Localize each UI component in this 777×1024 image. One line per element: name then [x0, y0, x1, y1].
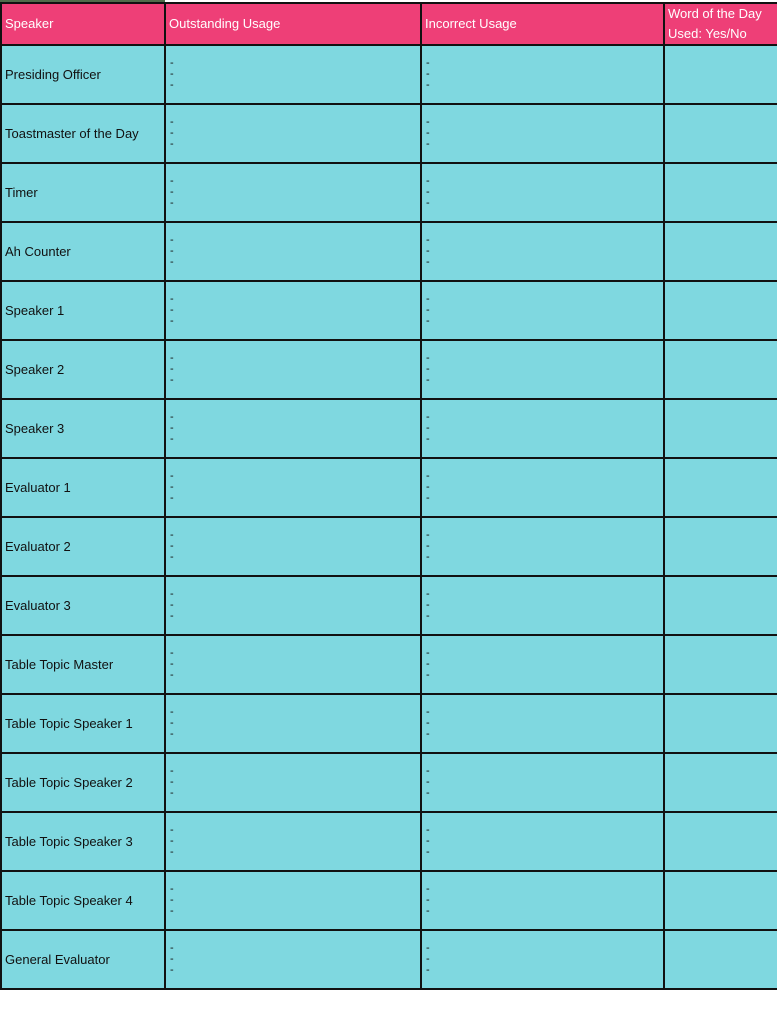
bullet-dash: -	[170, 433, 174, 445]
bullet-dash: -	[426, 706, 430, 718]
bullet-dash: -	[170, 422, 174, 434]
header-incorrect-usage: Incorrect Usage	[421, 3, 664, 45]
bullet-dash: -	[426, 293, 430, 305]
header-word-of-the-day-line1: Word of the Day	[668, 6, 762, 21]
bullet-dash: -	[170, 942, 174, 954]
table-row	[1, 871, 777, 930]
bullet-dash: -	[170, 68, 174, 80]
bullet-dash: -	[170, 315, 174, 327]
outstanding-usage-cell[interactable]	[165, 104, 421, 163]
speaker-cell: Speaker 1	[1, 281, 165, 340]
table-row	[1, 281, 777, 340]
bullet-dash: -	[426, 138, 430, 150]
speaker-cell: Presiding Officer	[1, 45, 165, 104]
bullet-dash: -	[170, 894, 174, 906]
incorrect-usage-cell[interactable]	[421, 517, 664, 576]
word-of-the-day-cell[interactable]	[664, 812, 777, 871]
speaker-cell: Ah Counter	[1, 222, 165, 281]
bullet-dash: -	[426, 374, 430, 386]
word-of-the-day-cell[interactable]	[664, 340, 777, 399]
outstanding-usage-cell[interactable]	[165, 753, 421, 812]
bullet-dash: -	[426, 787, 430, 799]
bullet-dash: -	[426, 953, 430, 965]
bullet-dash: -	[170, 953, 174, 965]
word-of-the-day-cell[interactable]	[664, 104, 777, 163]
speaker-cell: Table Topic Master	[1, 635, 165, 694]
bullet-dash: -	[426, 492, 430, 504]
outstanding-usage-cell[interactable]	[165, 517, 421, 576]
incorrect-usage-cell[interactable]	[421, 576, 664, 635]
word-of-the-day-cell[interactable]	[664, 163, 777, 222]
bullet-dash: -	[170, 883, 174, 895]
incorrect-usage-cell[interactable]	[421, 104, 664, 163]
bullet-dash: -	[426, 315, 430, 327]
bullet-dash: -	[426, 846, 430, 858]
bullet-dash: -	[426, 964, 430, 976]
bullet-dash: -	[170, 234, 174, 246]
bullet-dash: -	[170, 127, 174, 139]
bullet-dash: -	[170, 706, 174, 718]
outstanding-usage-cell[interactable]	[165, 871, 421, 930]
bullet-dash: -	[170, 116, 174, 128]
word-of-the-day-cell[interactable]	[664, 576, 777, 635]
bullet-dash: -	[426, 197, 430, 209]
bullet-dash: -	[170, 776, 174, 788]
outstanding-usage-cell[interactable]	[165, 930, 421, 989]
table-row	[1, 694, 777, 753]
bullet-dash: -	[170, 529, 174, 541]
word-of-the-day-cell[interactable]	[664, 458, 777, 517]
bullet-dash: -	[426, 470, 430, 482]
bullet-dash: -	[426, 116, 430, 128]
bullet-dash: -	[426, 647, 430, 659]
outstanding-usage-cell[interactable]	[165, 399, 421, 458]
bullet-dash: -	[426, 588, 430, 600]
header-speaker: Speaker	[1, 3, 165, 45]
bullet-dash: -	[426, 245, 430, 257]
bullet-dash: -	[170, 57, 174, 69]
incorrect-usage-cell[interactable]	[421, 930, 664, 989]
bullet-dash: -	[426, 765, 430, 777]
table-row	[1, 45, 777, 104]
table-row	[1, 340, 777, 399]
bullet-dash: -	[426, 304, 430, 316]
bullet-dash: -	[170, 79, 174, 91]
bullet-dash: -	[426, 186, 430, 198]
outstanding-usage-cell[interactable]	[165, 812, 421, 871]
table-row	[1, 812, 777, 871]
speaker-cell: General Evaluator	[1, 930, 165, 989]
table-row	[1, 399, 777, 458]
speaker-cell: Evaluator 3	[1, 576, 165, 635]
outstanding-usage-cell[interactable]	[165, 222, 421, 281]
outstanding-usage-cell[interactable]	[165, 635, 421, 694]
bullet-dash: -	[426, 529, 430, 541]
bullet-dash: -	[426, 883, 430, 895]
incorrect-usage-cell[interactable]	[421, 222, 664, 281]
word-of-the-day-cell[interactable]	[664, 45, 777, 104]
bullet-dash: -	[426, 894, 430, 906]
incorrect-usage-cell[interactable]	[421, 812, 664, 871]
bullet-dash: -	[170, 717, 174, 729]
bullet-dash: -	[426, 79, 430, 91]
table-row	[1, 163, 777, 222]
bullet-dash: -	[426, 433, 430, 445]
bullet-dash: -	[170, 835, 174, 847]
speaker-cell: Toastmaster of the Day	[1, 104, 165, 163]
header-row	[1, 3, 777, 45]
incorrect-usage-cell[interactable]	[421, 163, 664, 222]
speaker-cell: Table Topic Speaker 3	[1, 812, 165, 871]
bullet-dash: -	[170, 197, 174, 209]
bullet-dash: -	[426, 610, 430, 622]
table-row	[1, 104, 777, 163]
bullet-dash: -	[426, 835, 430, 847]
bullet-dash: -	[170, 293, 174, 305]
bullet-dash: -	[426, 942, 430, 954]
bullet-dash: -	[426, 905, 430, 917]
word-of-the-day-cell[interactable]	[664, 399, 777, 458]
word-of-the-day-cell[interactable]	[664, 281, 777, 340]
word-of-the-day-cell[interactable]	[664, 222, 777, 281]
bullet-dash: -	[170, 138, 174, 150]
bullet-dash: -	[170, 658, 174, 670]
bullet-dash: -	[426, 824, 430, 836]
bullet-dash: -	[170, 728, 174, 740]
incorrect-usage-cell[interactable]	[421, 340, 664, 399]
bullet-dash: -	[170, 588, 174, 600]
speaker-cell: Speaker 3	[1, 399, 165, 458]
bullet-dash: -	[426, 256, 430, 268]
word-of-the-day-cell[interactable]	[664, 694, 777, 753]
bullet-dash: -	[170, 787, 174, 799]
speaker-cell: Evaluator 2	[1, 517, 165, 576]
bullet-dash: -	[426, 481, 430, 493]
speaker-cell: Table Topic Speaker 1	[1, 694, 165, 753]
word-of-the-day-cell[interactable]	[664, 635, 777, 694]
header-word-of-the-day	[664, 3, 777, 45]
bullet-dash: -	[170, 647, 174, 659]
table-row	[1, 635, 777, 694]
incorrect-usage-cell[interactable]	[421, 399, 664, 458]
bullet-dash: -	[426, 234, 430, 246]
bullet-dash: -	[426, 599, 430, 611]
bullet-dash: -	[170, 186, 174, 198]
table-row	[1, 517, 777, 576]
incorrect-usage-cell[interactable]	[421, 458, 664, 517]
bullet-dash: -	[170, 175, 174, 187]
outstanding-usage-cell[interactable]	[165, 340, 421, 399]
bullet-dash: -	[170, 245, 174, 257]
bullet-dash: -	[426, 352, 430, 364]
incorrect-usage-cell[interactable]	[421, 635, 664, 694]
table-row	[1, 753, 777, 812]
speaker-cell: Table Topic Speaker 4	[1, 871, 165, 930]
bullet-dash: -	[170, 540, 174, 552]
bullet-dash: -	[170, 765, 174, 777]
incorrect-usage-cell[interactable]	[421, 871, 664, 930]
table-row	[1, 222, 777, 281]
bullet-dash: -	[170, 363, 174, 375]
bullet-dash: -	[426, 127, 430, 139]
incorrect-usage-cell[interactable]	[421, 281, 664, 340]
bullet-dash: -	[426, 551, 430, 563]
bullet-dash: -	[170, 352, 174, 364]
speaker-cell: Table Topic Speaker 2	[1, 753, 165, 812]
bullet-dash: -	[426, 669, 430, 681]
table-row	[1, 930, 777, 989]
header-outstanding-usage: Outstanding Usage	[165, 3, 421, 45]
bullet-dash: -	[170, 905, 174, 917]
speaker-cell: Timer	[1, 163, 165, 222]
outstanding-usage-cell[interactable]	[165, 694, 421, 753]
grammarian-table	[0, 2, 777, 990]
bullet-dash: -	[170, 964, 174, 976]
bullet-dash: -	[426, 540, 430, 552]
bullet-dash: -	[426, 658, 430, 670]
bullet-dash: -	[426, 422, 430, 434]
bullet-dash: -	[170, 481, 174, 493]
bullet-dash: -	[170, 470, 174, 482]
bullet-dash: -	[170, 411, 174, 423]
table-row	[1, 576, 777, 635]
outstanding-usage-cell[interactable]	[165, 45, 421, 104]
word-of-the-day-cell[interactable]	[664, 517, 777, 576]
bullet-dash: -	[426, 68, 430, 80]
speaker-cell: Evaluator 1	[1, 458, 165, 517]
incorrect-usage-cell[interactable]	[421, 694, 664, 753]
bullet-dash: -	[426, 728, 430, 740]
bullet-dash: -	[426, 363, 430, 375]
bullet-dash: -	[170, 492, 174, 504]
outstanding-usage-cell[interactable]	[165, 458, 421, 517]
bullet-dash: -	[170, 374, 174, 386]
bullet-dash: -	[170, 304, 174, 316]
bullet-dash: -	[426, 411, 430, 423]
outstanding-usage-cell[interactable]	[165, 163, 421, 222]
word-of-the-day-cell[interactable]	[664, 871, 777, 930]
word-of-the-day-cell[interactable]	[664, 930, 777, 989]
bullet-dash: -	[170, 610, 174, 622]
outstanding-usage-cell[interactable]	[165, 281, 421, 340]
bullet-dash: -	[426, 57, 430, 69]
table-row	[1, 458, 777, 517]
bullet-dash: -	[170, 256, 174, 268]
bullet-dash: -	[170, 551, 174, 563]
bullet-dash: -	[170, 846, 174, 858]
speaker-cell: Speaker 2	[1, 340, 165, 399]
bullet-dash: -	[170, 824, 174, 836]
bullet-dash: -	[426, 717, 430, 729]
bullet-dash: -	[170, 599, 174, 611]
incorrect-usage-cell[interactable]	[421, 753, 664, 812]
header-word-of-the-day-line2: Used: Yes/No	[668, 26, 747, 41]
bullet-dash: -	[426, 175, 430, 187]
word-of-the-day-cell[interactable]	[664, 753, 777, 812]
incorrect-usage-cell[interactable]	[421, 45, 664, 104]
outstanding-usage-cell[interactable]	[165, 576, 421, 635]
bullet-dash: -	[170, 669, 174, 681]
bullet-dash: -	[426, 776, 430, 788]
